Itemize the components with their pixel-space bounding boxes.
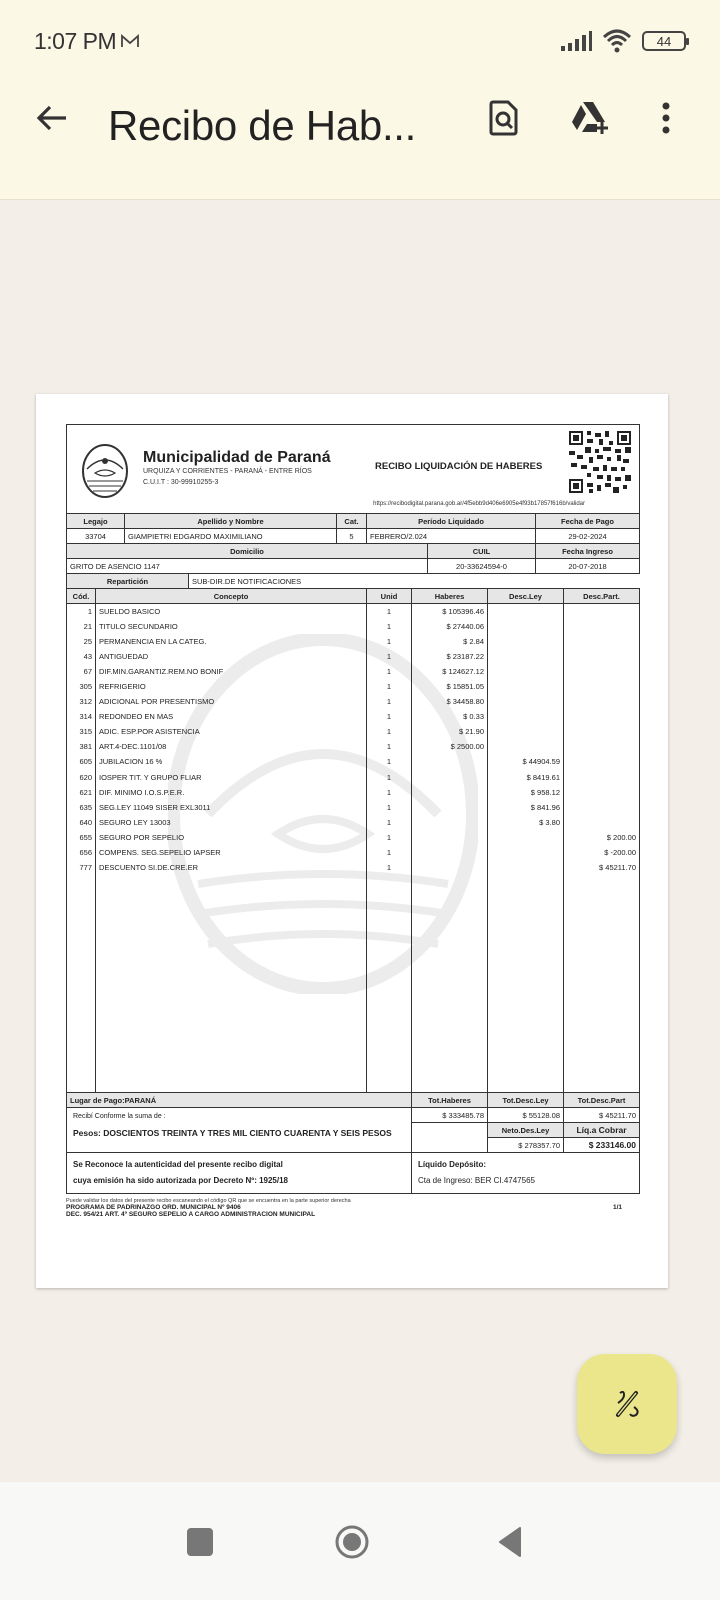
legajo-header: Legajo (67, 514, 125, 529)
item-earnings (412, 845, 488, 860)
cat-header: Cat. (337, 514, 367, 529)
item-concept: ADIC. ESP.POR ASISTENCIA (96, 724, 367, 739)
item-earnings (412, 860, 488, 875)
item-private-deduction (564, 739, 640, 754)
item-row (67, 815, 640, 830)
authenticity-table (66, 1152, 640, 1194)
top-app-area (0, 0, 720, 200)
item-earnings: $ 15851.05 (412, 679, 488, 694)
item-earnings (412, 815, 488, 830)
deposit-label: Líquido Depósito: (418, 1160, 486, 1170)
item-concept: SEGURO LEY 13003 (96, 815, 367, 830)
item-row (67, 830, 640, 845)
item-legal-deduction (488, 845, 564, 860)
item-code: 635 (67, 800, 96, 815)
receipt-title: RECIBO LIQUIDACIÓN DE HABERES (375, 461, 543, 472)
item-code: 315 (67, 724, 96, 739)
department-header: Repartición (67, 574, 189, 589)
item-concept: REFRIGERIO (96, 679, 367, 694)
organization-cuit: C.U.I.T : 30-99910255-3 (143, 479, 219, 486)
system-nav-bar (0, 1482, 720, 1600)
item-code: 621 (67, 785, 96, 800)
item-legal-deduction: $ 958.12 (488, 785, 564, 800)
items-table (66, 588, 640, 1093)
item-earnings (412, 800, 488, 815)
item-unit: 1 (367, 679, 412, 694)
item-private-deduction (564, 785, 640, 800)
document-page[interactable] (36, 394, 668, 1288)
item-row (67, 604, 640, 619)
totals-table (66, 1092, 640, 1153)
item-row (67, 664, 640, 679)
item-earnings (412, 770, 488, 785)
item-row (67, 679, 640, 694)
add-to-drive-icon[interactable] (570, 98, 610, 138)
item-earnings: $ 2.84 (412, 634, 488, 649)
item-code: 655 (67, 830, 96, 845)
item-legal-deduction (488, 619, 564, 634)
item-concept: ART.4-DEC.1101/08 (96, 739, 367, 754)
item-legal-deduction (488, 604, 564, 619)
item-code: 67 (67, 664, 96, 679)
item-earnings: $ 124627.12 (412, 664, 488, 679)
item-code: 656 (67, 845, 96, 860)
item-code: 381 (67, 739, 96, 754)
net-amount: $ 278357.70 (488, 1138, 564, 1153)
item-earnings: $ 21.90 (412, 724, 488, 739)
item-private-deduction (564, 754, 640, 769)
item-row (67, 845, 640, 860)
item-row (67, 619, 640, 634)
legal-deductions-header: Desc.Ley (488, 589, 564, 604)
item-concept: DESCUENTO SI.DE.CRE.ER (96, 860, 367, 875)
start-date-header: Fecha Ingreso (536, 544, 640, 559)
signal-icon (560, 31, 592, 51)
item-row (67, 754, 640, 769)
start-date-value: 20-07-2018 (536, 559, 640, 574)
page-number: 1/1 (612, 1204, 622, 1212)
private-deductions-header: Desc.Part. (564, 589, 640, 604)
item-row (67, 860, 640, 875)
app-bar (0, 92, 720, 162)
item-earnings (412, 754, 488, 769)
name-header: Apellido y Nombre (125, 514, 337, 529)
item-unit: 1 (367, 619, 412, 634)
item-row (67, 694, 640, 709)
item-legal-deduction (488, 724, 564, 739)
item-code: 605 (67, 754, 96, 769)
employee-name: GIAMPIETRI EDGARDO MAXIMILIANO (125, 529, 337, 544)
amount-in-words: Pesos: DOSCIENTOS TREINTA Y TRES MIL CIENTO CUARENTA Y SEIS PESOS (73, 1128, 392, 1139)
status-time: 1:07 PM (34, 27, 117, 54)
sign-document-button[interactable] (577, 1354, 677, 1454)
item-legal-deduction (488, 739, 564, 754)
item-private-deduction (564, 619, 640, 634)
item-private-deduction (564, 709, 640, 724)
organization-name: Municipalidad de Paraná (143, 449, 331, 466)
item-code: 314 (67, 709, 96, 724)
organization-address: URQUIZA Y CORRIENTES - PARANÁ - ENTRE RÍOS (143, 468, 312, 475)
item-row (67, 634, 640, 649)
item-unit: 1 (367, 664, 412, 679)
code-header: Cód. (67, 589, 96, 604)
validation-url[interactable]: https://recibodigital.parana.gob.ar/4f5ebb9d406e6905e4f93b17857f616b/validar (373, 501, 585, 507)
item-unit: 1 (367, 694, 412, 709)
net-label: Neto.Des.Ley (488, 1123, 564, 1138)
address-value: GRITO DE ASENCIO 1147 (67, 559, 428, 574)
payment-place: Lugar de Pago:PARANÁ (67, 1093, 412, 1108)
arrow-back-icon[interactable] (34, 100, 70, 136)
period-value: FEBRERO/2.024 (367, 529, 536, 544)
item-legal-deduction (488, 830, 564, 845)
ink-signature-icon (610, 1387, 644, 1421)
page-title: Recibo de Hab... (108, 102, 417, 149)
item-private-deduction (564, 664, 640, 679)
total-private-label: Tot.Desc.Part (564, 1093, 640, 1108)
department-table (66, 573, 640, 589)
municipal-seal-icon (81, 443, 129, 499)
back-icon[interactable] (494, 1524, 530, 1560)
item-legal-deduction: $ 8419.61 (488, 770, 564, 785)
item-legal-deduction (488, 679, 564, 694)
battery-indicator: 44 (642, 31, 686, 51)
item-concept: DIF. MINIMO I.O.S.P.E.R. (96, 785, 367, 800)
wifi-icon (602, 29, 632, 53)
item-unit: 1 (367, 634, 412, 649)
gmail-icon (120, 33, 140, 49)
qr-code[interactable] (569, 431, 631, 493)
item-unit: 1 (367, 815, 412, 830)
legajo-value: 33704 (67, 529, 125, 544)
item-concept: REDONDEO EN MAS (96, 709, 367, 724)
received-label: Recibí Conforme la suma de : (73, 1113, 166, 1121)
item-concept: SEGURO POR SEPELIO (96, 830, 367, 845)
deposit-account: Cta de Ingreso: BER CI.4747565 (418, 1176, 535, 1186)
item-private-deduction (564, 770, 640, 785)
items-body (67, 604, 640, 1094)
item-concept: ANTIGUEDAD (96, 649, 367, 664)
item-unit: 1 (367, 739, 412, 754)
item-private-deduction: $ -200.00 (564, 845, 640, 860)
item-code: 21 (67, 619, 96, 634)
item-row (67, 800, 640, 815)
validation-note: Puede validar los datos del presente recibo escaneando el código QR que se encuentra en la parte superior derecha (66, 1198, 351, 1205)
payslip-header (66, 424, 640, 514)
item-concept: JUBILACION 16 % (96, 754, 367, 769)
total-private-deductions: $ 45211.70 (564, 1108, 640, 1123)
item-unit: 1 (367, 785, 412, 800)
address-header: Domicilio (67, 544, 428, 559)
program-note: PROGRAMA DE PADRINAZGO ORD. MUNICIPAL Nº 9406 (66, 1204, 241, 1212)
recents-icon[interactable] (182, 1524, 218, 1560)
item-row (67, 770, 640, 785)
item-private-deduction (564, 679, 640, 694)
item-earnings (412, 830, 488, 845)
authenticity-line-2: cuya emisión ha sido autorizada por Decreto Nº: 1925/18 (73, 1176, 288, 1186)
item-private-deduction (564, 815, 640, 830)
item-row (67, 785, 640, 800)
item-unit: 1 (367, 845, 412, 860)
unit-header: Unid (367, 589, 412, 604)
item-private-deduction: $ 45211.70 (564, 860, 640, 875)
total-legal-label: Tot.Desc.Ley (488, 1093, 564, 1108)
item-code: 43 (67, 649, 96, 664)
item-legal-deduction: $ 3.80 (488, 815, 564, 830)
item-earnings: $ 34458.80 (412, 694, 488, 709)
net-pay-amount: $ 233146.00 (564, 1138, 640, 1153)
item-legal-deduction (488, 709, 564, 724)
status-bar (34, 26, 686, 56)
item-row (67, 724, 640, 739)
find-in-document-icon[interactable] (484, 98, 524, 138)
item-unit: 1 (367, 860, 412, 875)
item-code: 1 (67, 604, 96, 619)
net-pay-label: Líq.a Cobrar (564, 1123, 640, 1138)
item-unit: 1 (367, 604, 412, 619)
item-concept: IOSPER TIT. Y GRUPO FLIAR (96, 770, 367, 785)
item-earnings: $ 105396.46 (412, 604, 488, 619)
department-value: SUB-DIR.DE NOTIFICACIONES (189, 574, 641, 589)
pay-date-value: 29-02-2024 (536, 529, 640, 544)
item-concept: SUELDO BASICO (96, 604, 367, 619)
item-earnings (412, 785, 488, 800)
item-code: 777 (67, 860, 96, 875)
employee-info-table (66, 513, 640, 544)
item-concept: DIF.MIN.GARANTIZ.REM.NO BONIF (96, 664, 367, 679)
item-code: 620 (67, 770, 96, 785)
more-vert-icon[interactable] (646, 98, 686, 138)
item-private-deduction (564, 800, 640, 815)
item-code: 305 (67, 679, 96, 694)
item-earnings: $ 27440.06 (412, 619, 488, 634)
total-earnings: $ 333485.78 (412, 1108, 488, 1123)
item-concept: TITULO SECUNDARIO (96, 619, 367, 634)
item-legal-deduction (488, 860, 564, 875)
item-private-deduction (564, 694, 640, 709)
employee-address-table (66, 543, 640, 574)
item-unit: 1 (367, 709, 412, 724)
item-code: 25 (67, 634, 96, 649)
item-legal-deduction: $ 841.96 (488, 800, 564, 815)
item-row (67, 709, 640, 724)
item-unit: 1 (367, 754, 412, 769)
item-earnings: $ 2500.00 (412, 739, 488, 754)
item-legal-deduction (488, 649, 564, 664)
payslip (66, 424, 640, 1218)
item-unit: 1 (367, 649, 412, 664)
pay-date-header: Fecha de Pago (536, 514, 640, 529)
cat-value: 5 (337, 529, 367, 544)
item-unit: 1 (367, 830, 412, 845)
total-earnings-label: Tot.Haberes (412, 1093, 488, 1108)
item-legal-deduction (488, 634, 564, 649)
authenticity-line-1: Se Reconoce la autenticidad del presente recibo digital (73, 1160, 283, 1170)
total-legal-deductions: $ 55128.08 (488, 1108, 564, 1123)
item-legal-deduction (488, 664, 564, 679)
item-row (67, 739, 640, 754)
item-private-deduction (564, 724, 640, 739)
item-earnings: $ 0.33 (412, 709, 488, 724)
item-code: 312 (67, 694, 96, 709)
item-code: 640 (67, 815, 96, 830)
item-legal-deduction: $ 44904.59 (488, 754, 564, 769)
item-row (67, 649, 640, 664)
home-icon[interactable] (334, 1524, 370, 1560)
earnings-header: Haberes (412, 589, 488, 604)
item-concept: COMPENS. SEG.SEPELIO IAPSER (96, 845, 367, 860)
item-unit: 1 (367, 724, 412, 739)
item-private-deduction (564, 604, 640, 619)
item-private-deduction (564, 649, 640, 664)
item-legal-deduction (488, 694, 564, 709)
item-private-deduction (564, 634, 640, 649)
item-earnings: $ 23187.22 (412, 649, 488, 664)
item-concept: ADICIONAL POR PRESENTISMO (96, 694, 367, 709)
concept-header: Concepto (96, 589, 367, 604)
item-unit: 1 (367, 770, 412, 785)
items-filler (67, 875, 640, 1093)
item-concept: SEG.LEY 11049 SISER EXL3011 (96, 800, 367, 815)
period-header: Período Liquidado (367, 514, 536, 529)
item-private-deduction: $ 200.00 (564, 830, 640, 845)
cuil-header: CUIL (428, 544, 536, 559)
decree-note: DEC. 954/21 ART. 4º SEGURO SEPELIO A CARGO ADMINISTRACION MUNICIPAL (66, 1211, 316, 1219)
item-unit: 1 (367, 800, 412, 815)
cuil-value: 20-33624594-0 (428, 559, 536, 574)
item-concept: PERMANENCIA EN LA CATEG. (96, 634, 367, 649)
